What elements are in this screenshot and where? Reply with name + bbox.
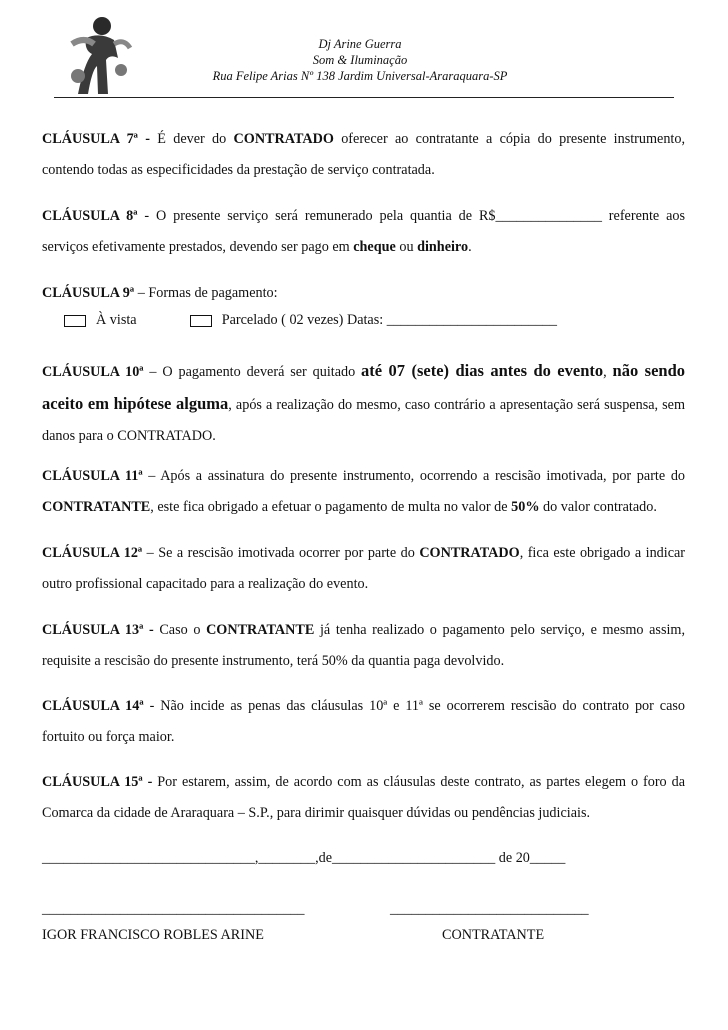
signature-line-contratante: ____________________________ [390,901,589,917]
signature-line-contratado: _____________________________________ [42,901,305,917]
signature-name-contratado: IGOR FRANCISCO ROBLES ARINE [42,927,264,943]
header-divider [54,97,674,98]
header-address: Rua Felipe Arias Nº 138 Jardim Universal-Araraquara-SP [212,69,508,83]
option-a-vista-label: À vista [96,312,137,328]
clause-12: CLÁUSULA 12ª – Se a rescisão imotivada ocorrer por parte do CONTRATADO, fica este obrigado a indicar outro profissional capacitado para a realização do evento. [42,545,686,592]
payment-options [64,310,557,330]
clause-15: CLÁUSULA 15ª - Por estarem, assim, de acordo com as cláusulas deste contrato, as partes elegem o foro da Comarca da cidade de Araraquara – S.P., para dirimir quaisquer dúvidas ou pendências judiciais. [42,774,685,821]
date-line: ______________________________,________,de_______________________ de 20_____ [42,850,566,866]
clause-10: CLÁUSULA 10ª – O pagamento deverá ser quitado até 07 (sete) dias antes do evento, não sendo aceito em hipótese alguma, após a realização do mesmo, caso contrário a apresentação será suspensa, sem danos para o CONTRATADO. [42,361,685,444]
checkbox-parcelado[interactable] [190,315,212,327]
clause-13: CLÁUSULA 13ª - Caso o CONTRATANTE já tenha realizado o pagamento pelo serviço, e mesmo assim, requisite a rescisão do presente instrumento, terá 50% da quantia paga devolvido. [42,622,685,669]
clause-8: CLÁUSULA 8ª - O presente serviço será remunerado pela quantia de R$_______________ referente aos serviços efetivamente prestados, devendo ser pago em cheque ou dinheiro. [42,208,685,255]
option-parcelado-label: Parcelado ( 02 vezes) Datas: ________________________ [221,312,557,328]
signature-name-contratante: CONTRATANTE [442,927,545,943]
clause-7: CLÁUSULA 7ª - É dever do CONTRATADO oferecer ao contratante a cópia do presente instrumento, contendo todas as especificidades da prestação de serviço contratada. [42,131,685,178]
clause-11: CLÁUSULA 11ª – Após a assinatura do presente instrumento, ocorrendo a rescisão imotivada, por parte do CONTRATANTE, este fica obrigado a efetuar o pagamento de multa no valor de 50% do valor contratado. [42,468,686,515]
clause-14: CLÁUSULA 14ª - Não incide as penas das cláusulas 10ª e 11ª se ocorrerem rescisão do contrato por caso fortuito ou força maior. [42,698,686,745]
checkbox-a-vista[interactable] [64,315,86,327]
dj-logo-icon [64,14,134,96]
header-name: Dj Arine Guerra [318,37,402,51]
header-subtitle: Som & Iluminação [312,53,408,67]
clause-9: CLÁUSULA 9ª – Formas de pagamento: [42,285,278,301]
